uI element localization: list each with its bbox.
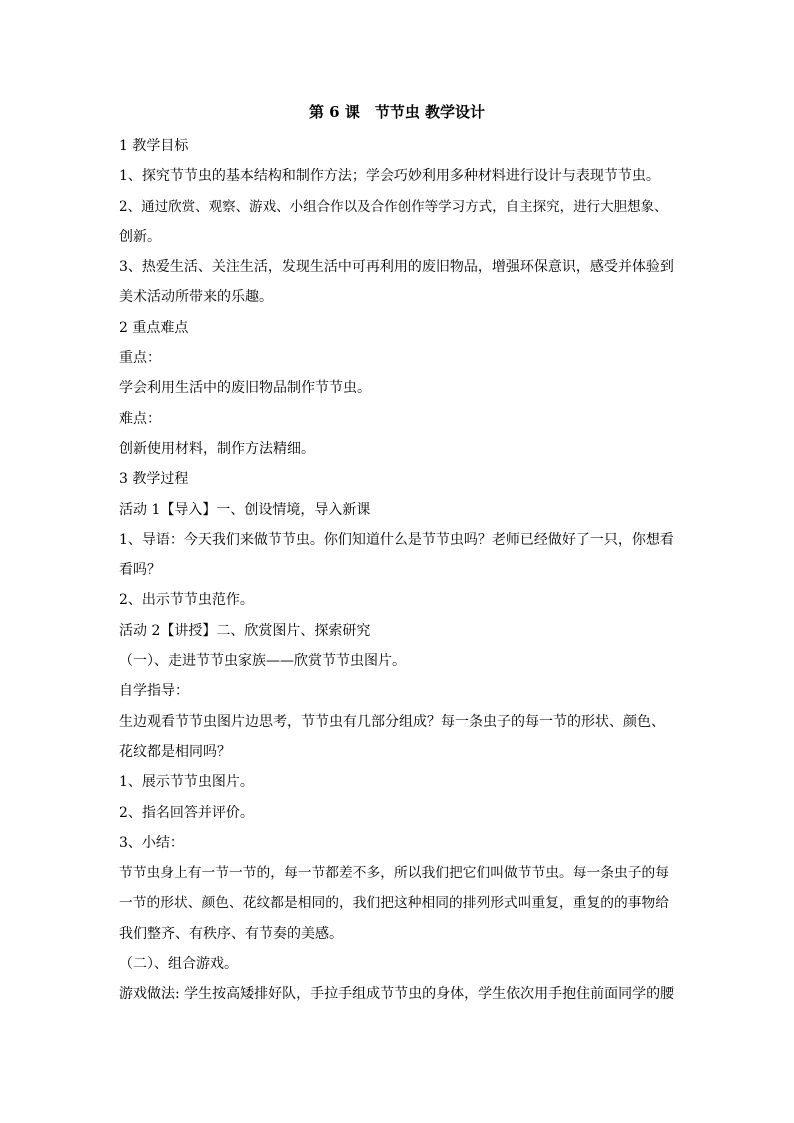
text-line: 自学指导： bbox=[119, 683, 189, 700]
text-line: 1、探究节节虫的基本结构和制作方法；学会巧妙利用多种材料进行设计与表现节节虫。 bbox=[119, 168, 660, 185]
text-line: 美术活动所带来的乐趣。 bbox=[119, 289, 273, 306]
text-line: 1 教学目标 bbox=[119, 138, 189, 154]
text-line: 花纹都是相同吗？ bbox=[119, 743, 231, 760]
document-title: 第 6 课 节节虫 教学设计 bbox=[308, 103, 486, 121]
text-line: 看吗？ bbox=[119, 562, 161, 579]
text-line: 1、展示节节虫图片。 bbox=[119, 774, 254, 791]
text-line: 活动 1【导入】一、创设情境，导入新课 bbox=[119, 501, 371, 518]
text-line: 难点： bbox=[119, 410, 161, 427]
text-line: 2、通过欣赏、观察、游戏、小组合作以及合作创作等学习方式，自主探究，进行大胆想象、 bbox=[119, 198, 668, 215]
text-line: 3、小结： bbox=[119, 834, 184, 851]
text-line: 重点： bbox=[119, 350, 161, 367]
text-line: 活动 2【讲授】二、欣赏图片、探索研究 bbox=[119, 622, 371, 639]
text-line: 创新。 bbox=[119, 228, 161, 245]
text-line: 一节的形状、颜色、花纹都是相同的，我们把这种相同的排列形式叫重复，重复的的事物给 bbox=[119, 895, 670, 912]
text-line: 1、导语：今天我们来做节节虫。你们知道什么是节节虫吗？老师已经做好了一只，你想看 bbox=[119, 531, 674, 548]
text-line: 3 教学过程 bbox=[119, 471, 189, 488]
text-line: 2 重点难点 bbox=[119, 319, 189, 336]
text-line: 节节虫身上有一节一节的，每一节都差不多，所以我们把它们叫做节节虫。每一条虫子的每 bbox=[119, 865, 670, 882]
text-line: 游戏做法: 学生按高矮排好队，手拉手组成节节虫的身体，学生依次用手抱住前面同学的腰 bbox=[119, 986, 675, 1003]
text-line: 3、热爱生活、关注生活，发现生活中可再利用的废旧物品，增强环保意识，感受并体验到 bbox=[119, 259, 674, 276]
text-line: 2、出示节节虫范作。 bbox=[119, 592, 254, 609]
text-line: 2、指名回答并评价。 bbox=[119, 804, 254, 821]
text-line: 我们整齐、有秩序、有节奏的美感。 bbox=[119, 925, 343, 942]
document-body bbox=[119, 131, 675, 1010]
text-line: （二）、组合游戏。 bbox=[119, 956, 238, 973]
text-line: 学会利用生活中的废旧物品制作节节虫。 bbox=[119, 380, 371, 397]
text-line: 生边观看节节虫图片边思考，节节虫有几部分组成？每一条虫子的每一节的形状、颜色、 bbox=[119, 713, 665, 730]
text-line: 创新使用材料，制作方法精细。 bbox=[119, 440, 315, 457]
text-line: （一）、走进节节虫家族——欣赏节节虫图片。 bbox=[119, 653, 406, 670]
